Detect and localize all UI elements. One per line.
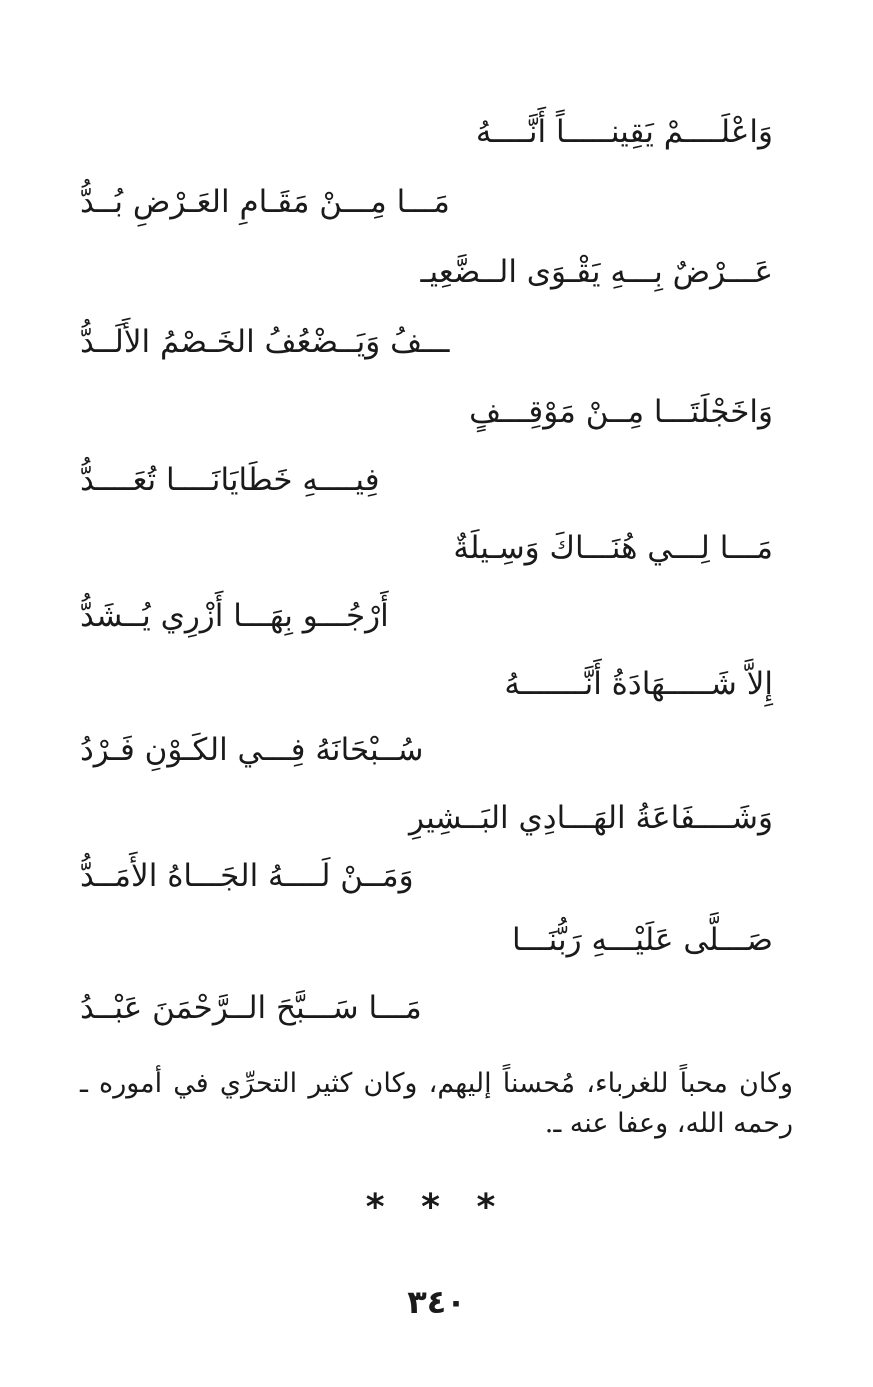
poem-line: وَاخَجْلَتَـــا مِــنْ مَوْقِـــفٍ	[469, 394, 773, 430]
poem-line: وَمَــنْ لَــــهُ الجَـــاهُ الأَمَــدُّ	[80, 858, 414, 894]
poem-line: صَـــلَّى عَلَيْـــهِ رَبُّنَـــا	[511, 922, 773, 958]
page-number: ٣٤٠	[407, 1283, 466, 1321]
section-ornament: * * *	[365, 1187, 508, 1228]
poem-line: سُــبْحَانَهُ فِـــي الكَـوْنِ فَـرْدُ	[80, 732, 424, 768]
poem-line: ـــفُ وَيَــضْعُفُ الخَـصْمُ الأَلَــدُّ	[80, 324, 450, 360]
poem-line: مَـــا سَـــبَّحَ الــرَّحْمَنَ عَبْــدُ	[80, 990, 422, 1026]
poem-line: إِلاَّ شَـــــهَادَةُ أَنَّـــــــهُ	[504, 666, 773, 702]
poem-line: مَـــا لِـــي هُنَـــاكَ وَسِـيلَةٌ	[453, 530, 773, 566]
poem-line: فِيــــهِ خَطَايَانَــــا تُعَــــدُّ	[80, 462, 380, 498]
poem-line: مَـــا مِـــنْ مَقَـامِ العَـرْضِ بُــدُّ	[80, 184, 450, 220]
poem-line: عَـــرْضٌ بِـــهِ يَقْـوَى الــضَّعِيـ	[420, 254, 773, 290]
poem-line: أَرْجُـــو بِهَـــا أَزْرِي يُــشَدُّ	[80, 598, 389, 634]
poem-line: وَاعْلَــــمْ يَقِينـــــاً أَنَّــــهُ	[475, 114, 773, 150]
poem-line: وَشَــــفَاعَةُ الهَـــادِي البَــشِيرِ	[408, 800, 773, 836]
prose-paragraph: وكان محباً للغرباء، مُحسناً إليهم، وكان كثير التحرِّي في أموره ـ رحمه الله، وعفا عنه ـ.	[80, 1068, 793, 1139]
